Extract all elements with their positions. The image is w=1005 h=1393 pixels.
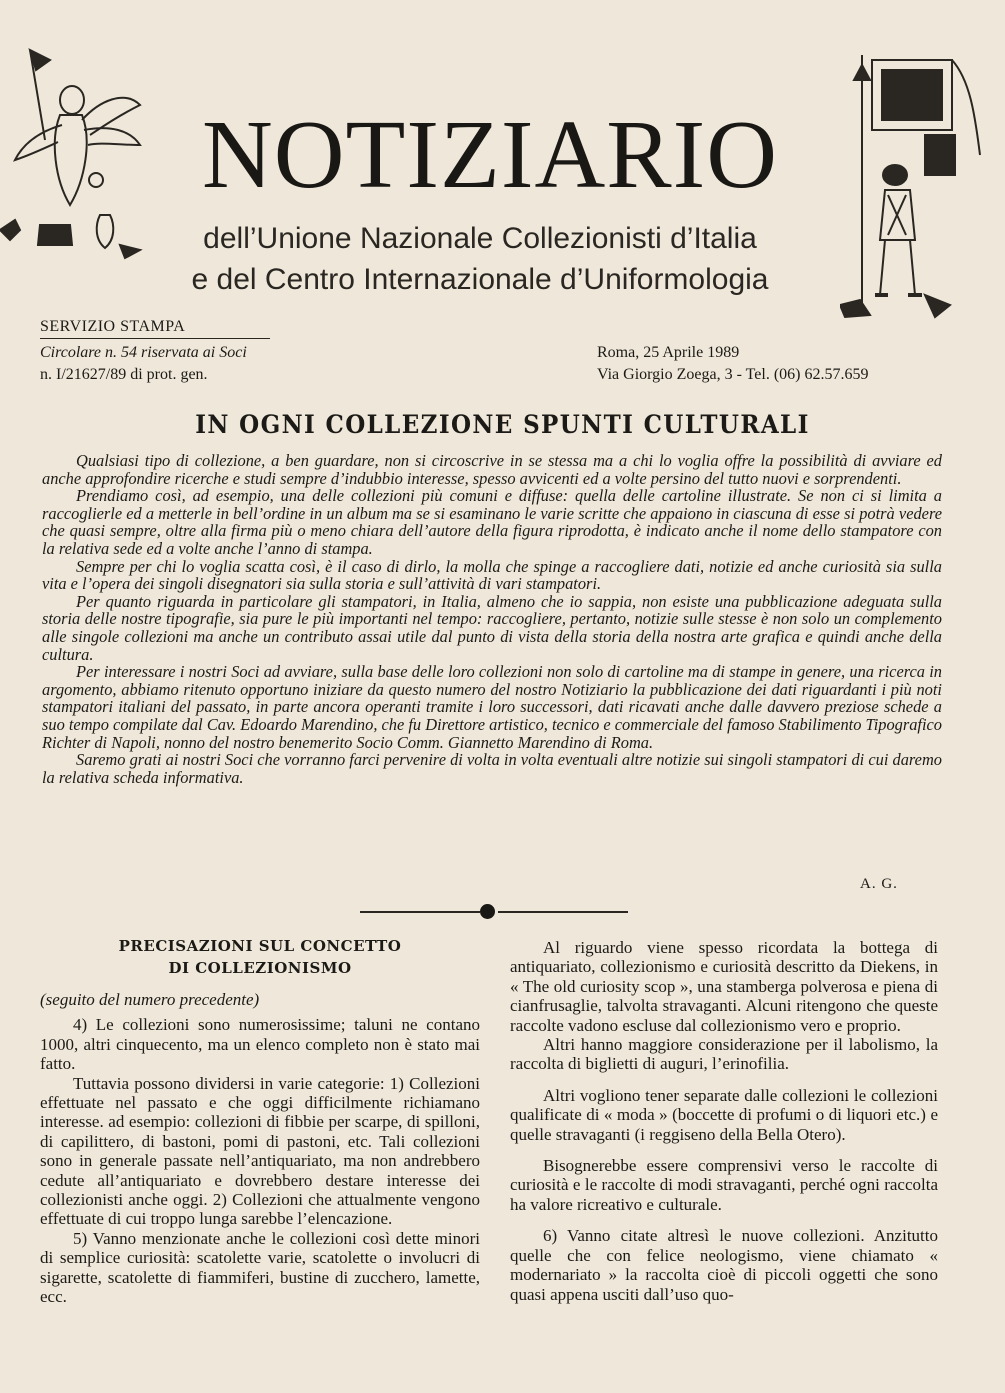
- column-paragraph: Altri vogliono tener separate dalle collezioni le collezioni qualificate di « moda » (boccette di profumi o di liquori etc.) e quelle stravaganti (i reggiseno della Bella Otero).: [510, 1085, 938, 1144]
- left-column: [40, 990, 480, 1307]
- press-service-label: SERVIZIO STAMPA: [40, 318, 270, 339]
- article-paragraph: Sempre per chi lo voglia scatta così, è il caso di dirlo, la molla che spinge a raccogliere dati, notizie ed anche curiosità sia sulla vita e l’opera dei singoli disegnatori sia sulla storia e sull’attività di vari stampatori.: [42, 556, 942, 594]
- author-signature: A. G.: [860, 876, 898, 892]
- postal-address: Via Giorgio Zoega, 3 - Tel. (06) 62.57.659: [597, 366, 869, 383]
- article-paragraph: Qualsiasi tipo di collezione, a ben guardare, non si circoscrive in se stessa ma a chi lo voglia offre la possibilità di avviare ed anche approfondire ricerche e studi sempre d’indubbio interesse, spesso avvicenti ed a volte persino del tutto nuovi e sorprendenti.: [42, 451, 942, 488]
- protocol-number: n. I/21627/89 di prot. gen.: [40, 366, 208, 383]
- circular-number: Circolare n. 54 riservata ai Soci: [40, 344, 247, 361]
- issue-date: Roma, 25 Aprile 1989: [597, 344, 740, 361]
- divider-line: [498, 911, 628, 913]
- winged-figure-illustration: [0, 30, 150, 265]
- divider-line: [360, 911, 480, 913]
- column-paragraph: Bisognerebbe essere comprensivi verso le raccolte di curiosità e le raccolte di modi stravaganti, perché ogni raccolta ha valore ricreativo e culturale.: [510, 1156, 938, 1214]
- article-headline: IN OGNI COLLEZIONE SPUNTI CULTURALI: [195, 410, 810, 439]
- right-column: [510, 938, 938, 1304]
- masthead-subtitle-line1: dell’Unione Nazionale Collezionisti d’Italia: [203, 222, 757, 255]
- article-paragraph: Prendiamo così, ad esempio, una delle collezioni più comuni e diffuse: quella delle cartoline illustrate. Se non ci si limita a raccoglierle ed a metterle in bell’ordine in un album ma se si esaminano le varie scritte che appaiono in ciascuna di esse si potrà vedere che quasi sempre, oltre alla firma più o meno chiara dell’autore della figura riprodotta, è indicato anche il nome dello stampatore con la relativa sede ed a volte anche l’anno di stampa.: [42, 486, 942, 558]
- article-paragraph: Saremo grati ai nostri Soci che vorranno farci pervenire di volta in volta eventuali altre notizie sui singoli stampatori di cui daremo la relativa scheda informativa.: [42, 750, 942, 787]
- article-paragraph: Per interessare i nostri Soci ad avviare, sulla base delle loro collezioni non solo di cartoline ma di stampe in genere, una ricerca in argomento, abbiamo ritenuto opportuno iniziare da questo numero del nostro Notiziario la pubblicazione dei dati riguardanti i più noti stampatori italiani del passato, in parte ancora operanti tramite i loro successori, dati ricavati anche dalle davvero preziose schede a suo tempo compilate dal Cav. Edoardo Marendino, che fu Direttore artistico, tecnico e commerciale del famoso Stabilimento Tipografico Richter di Napoli, nonno del nostro benemerito Socio Comm. Giannetto Marendino di Roma.: [42, 662, 942, 752]
- masthead-subtitle-line2: e del Centro Internazionale d’Uniformologia: [191, 263, 769, 296]
- column-paragraph: Tuttavia possono dividersi in varie categorie: 1) Collezioni effettuate nel passato e che oggi difficilmente richiamano interesse. ad esempio: collezioni di fibbie per scarpe, di spilloni, di capilittero, di bastoni, pomi di pastoni, etc. Tali collezioni sono in generale passate nell’antiquariato, ma non andrebbero cedute all’antiquariato e dovrebbero destare interesse dei collezionisti anche oggi. 2) Collezioni che attualmente vengono effettuate di cui troppo lunga sarebbe l’elencazione.: [40, 1073, 480, 1229]
- section-title: [40, 935, 480, 979]
- article-body: [42, 452, 942, 786]
- column-paragraph: Al riguardo viene spesso ricordata la bottega di antiquariato, collezionismo e curiosità descritto da Diekens, in « The old curiosity scop », una stamberga polverosa e piena di cianfrusaglie, talvolta stravaganti. Alcuni ritengono che queste raccolte vadono escluse dal collezionismo vero e proprio.: [510, 938, 938, 1035]
- article-paragraph: Per quanto riguarda in particolare gli stampatori, in Italia, almeno che io sappia, non esiste una pubblicazione adeguata sulla storia delle nostre tipografie, sia pure le più importanti nel tempo: raccogliere, pertanto, notizie sulle stesse è non solo un complemento alle singole collezioni ma anche un contributo assai utile dal punto di vista della storia della nostra arte grafica e quindi anche della cultura.: [42, 591, 942, 664]
- section-title-line: DI COLLEZIONISMO: [168, 959, 352, 977]
- continuation-note: (seguito del numero precedente): [40, 990, 260, 1009]
- column-paragraph: 4) Le collezioni sono numerosissime; taluni ne contano 1000, altri cinquecento, ma un elenco completo non è stato mai fatto.: [40, 1015, 480, 1074]
- soldier-flag-illustration: [840, 55, 995, 320]
- column-paragraph: 6) Vanno citate altresì le nuove collezioni. Anzitutto quelle che con felice neologismo, viene chiamato « modernariato » la raccolta cioè di piccoli oggetti che sono quasi appena usciti dall’uso quo-: [510, 1226, 938, 1304]
- divider-dot: [480, 904, 495, 919]
- column-paragraph: 5) Vanno menzionate anche le collezioni così dette minori di semplice curiosità: scatolette varie, scatolette o involucri di sigarette, scatolette di fiammiferi, bustine di zucchero, lamette, ecc.: [40, 1228, 480, 1307]
- masthead-title: NOTIZIARIO: [201, 101, 779, 209]
- section-title-line: PRECISAZIONI SUL CONCETTO: [118, 937, 402, 955]
- column-paragraph: Altri hanno maggiore considerazione per il labolismo, la raccolta di biglietti di auguri, l’erinofilia.: [510, 1035, 938, 1074]
